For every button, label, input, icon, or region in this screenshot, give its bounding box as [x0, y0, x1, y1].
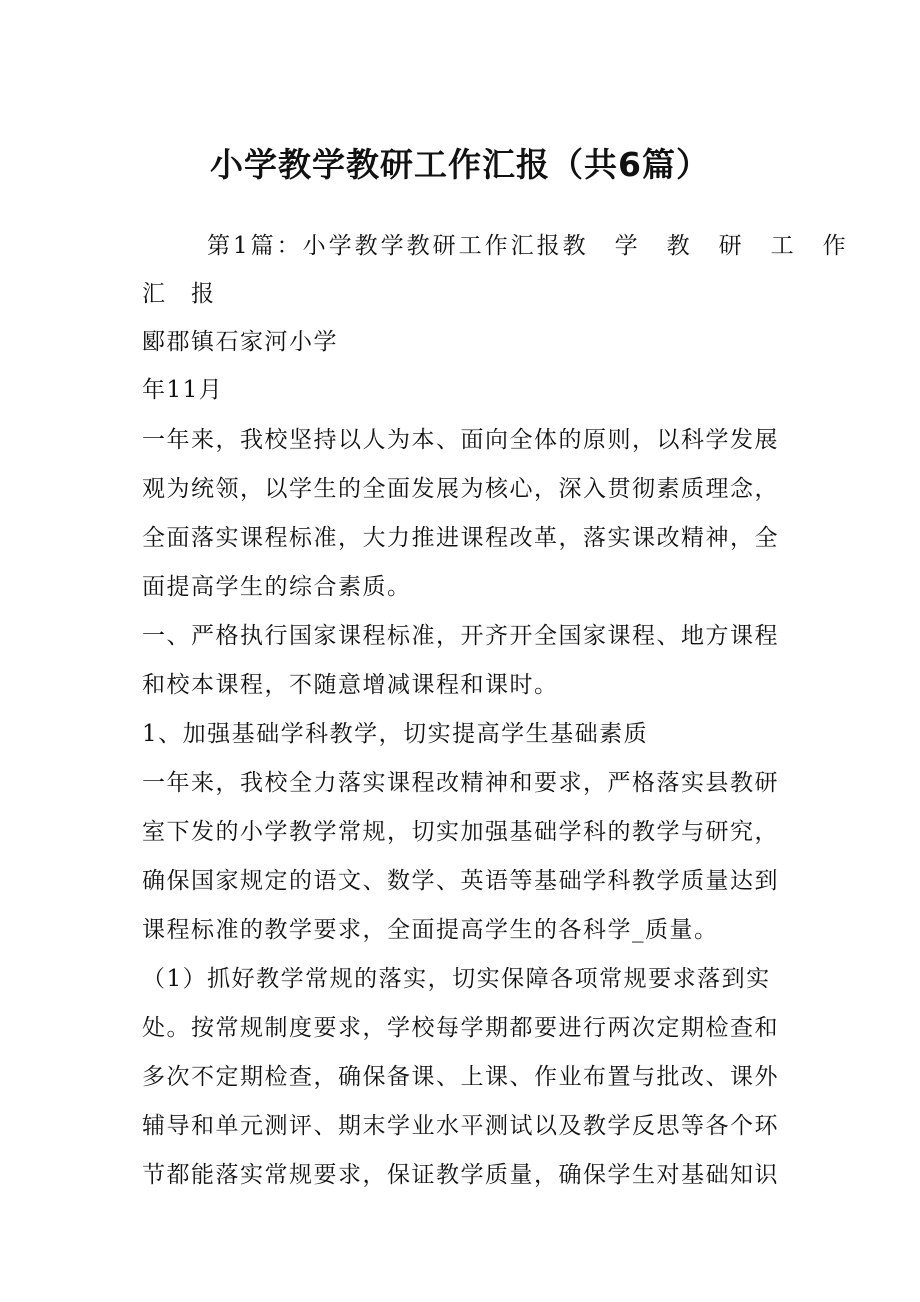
body-line: （1）抓好教学常规的落实，切实保障各项常规要求落到实 — [142, 966, 771, 992]
body-line: 处。按常规制度要求，学校每学期都要进行两次定期检查和 — [142, 1015, 779, 1041]
subtitle-line-2: 汇 报 — [142, 281, 216, 307]
subtitle-line-1: 第1篇：小学教学教研工作汇报教 学 教 研 工 作 — [207, 233, 849, 259]
body-line: 确保国家规定的语文、数学、英语等基础学科教学质量达到 — [142, 868, 779, 894]
body-line: 多次不定期检查，确保备课、上课、作业布置与批改、课外 — [142, 1064, 779, 1090]
body-line: 一年来，我校全力落实课程改精神和要求，严格落实县教研 — [142, 770, 779, 796]
school-name: 郾郡镇石家河小学 — [142, 329, 338, 355]
section-heading-1: 一、严格执行国家课程标准，开齐开全国家课程、地方课程 — [142, 623, 779, 649]
body-line: 节都能落实常规要求，保证教学质量，确保学生对基础知识 — [142, 1162, 779, 1188]
body-line: 室下发的小学教学常规，切实加强基础学科的教学与研究， — [142, 819, 779, 845]
body-line: 全面落实课程标准，大力推进课程改革，落实课改精神，全 — [142, 525, 779, 551]
body-line: 一年来，我校坚持以人为本、面向全体的原则，以科学发展 — [142, 427, 779, 453]
body-line: 课程标准的教学要求，全面提高学生的各科学_质量。 — [142, 917, 719, 943]
report-date: 年11月 — [142, 377, 224, 403]
body-line: 观为统领，以学生的全面发展为核心，深入贯彻素质理念， — [142, 476, 779, 502]
body-line: 面提高学生的综合素质。 — [142, 574, 412, 600]
subsection-heading-1: 1、加强基础学科教学，切实提高学生基础素质 — [142, 721, 649, 747]
body-line: 辅导和单元测评、期末学业水平测试以及教学反思等各个环 — [142, 1113, 779, 1139]
body-line: 和校本课程，不随意增减课程和课时。 — [142, 672, 559, 698]
document-title: 小学教学教研工作汇报（共6篇） — [210, 145, 710, 184]
